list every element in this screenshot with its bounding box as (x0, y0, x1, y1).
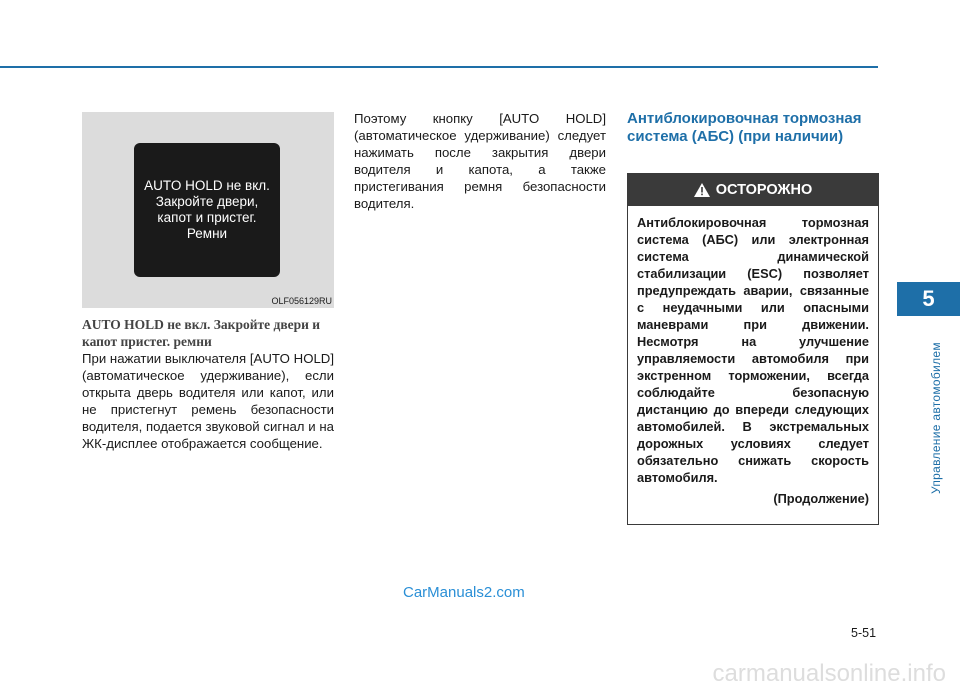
warning-paragraph: Антиблокировочная тормозная система (АБС) или электронная система динамической стабилизации (ESC) позволяет предупреждать аварии, связанные с неудачными или опасными маневрами при движении. Несмотря на улучшение управляемости автомобиля при экстренном торможении, всегда соблюдайте безопасную дистанцию до впереди следующих автомобилей. В экстремальных дорожных условиях следует обязательно снижать скорость автомобиля. (637, 215, 869, 485)
chapter-tab[interactable]: 5 (897, 282, 960, 316)
instrument-display-figure (82, 112, 334, 308)
abs-section-heading: Антиблокировочная тормозная система (АБС) (при наличии) (627, 110, 862, 145)
lcd-message: AUTO HOLD не вкл. Закройте двери, капот и пристег. Ремни (144, 178, 270, 241)
chapter-title: Управление автомобилем (929, 342, 943, 494)
warning-triangle-icon (694, 183, 710, 197)
footer-watermark (0, 658, 960, 688)
column1-paragraph: При нажатии выключателя [AUTO HOLD] (автоматическое удерживание), если открыта дверь водителя или капот, или не пристегнут ремень безопасности водителя, подается звуковой сигнал и на ЖК-дисплее отображается сообщение. (82, 351, 334, 451)
warning-text (628, 206, 878, 507)
warning-header (628, 174, 878, 206)
site-watermark-link[interactable]: CarManuals2.com (403, 584, 525, 601)
warning-box (627, 173, 879, 525)
lcd-display (134, 143, 280, 277)
continued-label: (Продолжение) (773, 491, 869, 506)
column2-paragraph: Поэтому кнопку [AUTO HOLD] (автоматическое удерживание) следует нажимать после закрытия двери водителя и капота, а также пристегивания ремня безопасности водителя. (354, 111, 606, 211)
figure-code: OLF056129RU (271, 296, 332, 306)
footer-watermark-text: carmanualsonline.info (712, 660, 946, 687)
chapter-title-vertical (905, 324, 943, 494)
section-subheading: AUTO HOLD не вкл. Закройте двери и капот пристег. ремни (82, 317, 321, 349)
warning-title: ОСТОРОЖНО (715, 182, 813, 198)
header-rule (0, 66, 878, 68)
page-number: 5-51 (851, 626, 877, 640)
